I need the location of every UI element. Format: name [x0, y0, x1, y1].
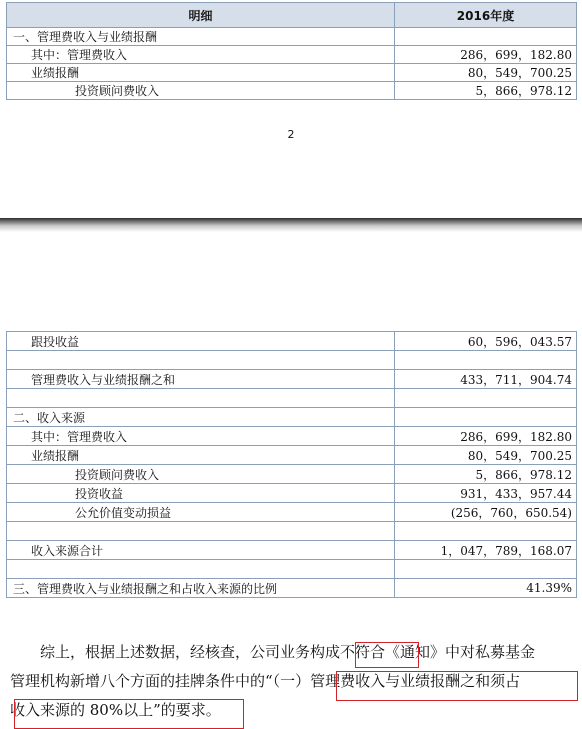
row-value [395, 560, 577, 579]
table-row [7, 408, 577, 427]
row-value [395, 408, 577, 427]
row-value: 931，433，957.44 [395, 484, 577, 503]
table-row [7, 522, 577, 541]
table-row [7, 484, 577, 503]
row-label: 收入来源合计 [7, 541, 395, 560]
row-value: 433，711，904.74 [395, 370, 577, 389]
row-label: 跟投收益 [7, 332, 395, 351]
table-row [7, 560, 577, 579]
row-value: 286，699，182.80 [395, 427, 577, 446]
row-value: (256，760，650.54) [395, 503, 577, 522]
table-row [7, 389, 577, 408]
header-detail: 明细 [7, 3, 395, 28]
table-row [7, 579, 577, 598]
row-label: 其中：管理费收入 [7, 46, 395, 64]
row-value [395, 522, 577, 541]
table-row [7, 332, 577, 351]
row-label: 投资顾问费收入 [7, 465, 395, 484]
table-row [7, 64, 577, 82]
table-row [7, 541, 577, 560]
row-value: 286，699，182.80 [395, 46, 577, 64]
row-value [395, 28, 577, 46]
table-row [7, 370, 577, 389]
table-row [7, 427, 577, 446]
row-value: 80，549，700.25 [395, 446, 577, 465]
table-row [7, 351, 577, 370]
row-label: 其中：管理费收入 [7, 427, 395, 446]
conclusion-line-3: 收入来源的 80%以上”的要求。 [10, 701, 221, 719]
row-value: 41.39% [395, 579, 577, 598]
row-value: 5，866，978.12 [395, 465, 577, 484]
row-label [7, 522, 395, 541]
row-label [7, 389, 395, 408]
row-label: 三、管理费收入与业绩报酬之和占收入来源的比例 [7, 579, 395, 598]
row-label: 公允价值变动损益 [7, 503, 395, 522]
row-label [7, 560, 395, 579]
table-row [7, 82, 577, 100]
table-row [7, 503, 577, 522]
conclusion-paragraph [10, 638, 578, 725]
row-label: 二、收入来源 [7, 408, 395, 427]
row-label: 投资顾问费收入 [7, 82, 395, 100]
row-value: 60，596，043.57 [395, 332, 577, 351]
row-label: 业绩报酬 [7, 64, 395, 82]
row-value [395, 351, 577, 370]
table-header-row [7, 3, 577, 28]
row-value [395, 389, 577, 408]
conclusion-line-1: 综上，根据上述数据，经核查，公司业务构成不符合《通知》中对私募基金 [40, 643, 536, 661]
page-number: 2 [287, 128, 295, 141]
header-year: 2016年度 [395, 3, 577, 28]
income-detail-table-bottom [6, 331, 577, 598]
row-value: 80，549，700.25 [395, 64, 577, 82]
row-label: 投资收益 [7, 484, 395, 503]
table-row [7, 46, 577, 64]
table-row [7, 465, 577, 484]
row-label [7, 351, 395, 370]
table-row [7, 446, 577, 465]
row-value: 5，866，978.12 [395, 82, 577, 100]
row-label: 业绩报酬 [7, 446, 395, 465]
page-break-divider [0, 218, 582, 232]
row-value: 1，047，789，168.07 [395, 541, 577, 560]
table-row [7, 28, 577, 46]
row-label: 管理费收入与业绩报酬之和 [7, 370, 395, 389]
income-detail-table-top [6, 2, 577, 100]
conclusion-line-2: 管理机构新增八个方面的挂牌条件中的“（一）管理费收入与业绩报酬之和须占 [10, 672, 521, 690]
row-label: 一、管理费收入与业绩报酬 [7, 28, 395, 46]
